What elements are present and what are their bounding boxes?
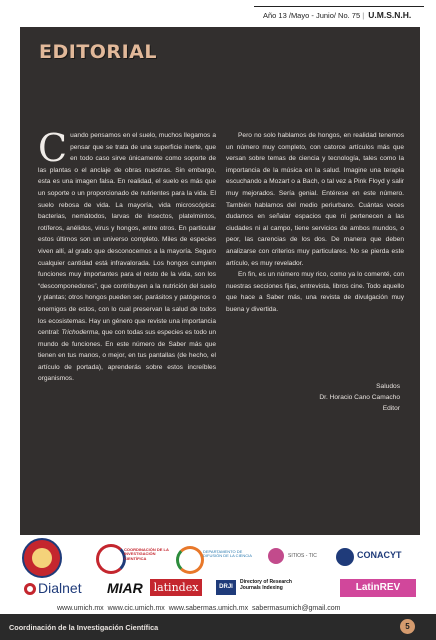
conacyt-text: CONACYT bbox=[357, 550, 402, 560]
signature-greeting: Saludos bbox=[376, 383, 400, 390]
paragraph-text-end: , que con todas sus especies es todo un mundo de funciones. En este número de Saber más que tienen en tus manos, o mejor, en tus pantallas (de hecho, el artículo de portada), aprenderás sobre estos increíbles organismos. bbox=[38, 329, 216, 383]
cic-logo-text: COORDINACIÓN DE LA INVESTIGACIÓN CIENTÍFICA bbox=[124, 547, 169, 561]
latindex-logo[interactable]: latindex bbox=[150, 579, 202, 596]
page-number-badge: 5 bbox=[400, 619, 415, 634]
sites-tic-logo[interactable] bbox=[268, 548, 284, 564]
latinrev-logo[interactable]: LatinREV bbox=[340, 579, 416, 597]
italic-genus: Trichoderma bbox=[61, 329, 99, 337]
cic-logo[interactable] bbox=[96, 544, 126, 574]
sites-tic-text: SITIOS - TIC bbox=[288, 553, 317, 559]
editorial-column-left bbox=[38, 126, 216, 385]
contact-urls: www.umich.mx www.cic.umich.mx www.sabermas.umich.mx sabermasumich@gmail.com bbox=[57, 605, 341, 612]
drji-logo-text: Directory of Research Journals Indexing bbox=[240, 579, 292, 591]
umsnh-seal-logo[interactable] bbox=[22, 538, 62, 578]
institution-label: U.M.S.N.H. bbox=[368, 10, 412, 20]
editorial-panel bbox=[20, 27, 420, 535]
editorial-paragraph: Pero no solo hablamos de hongos, en realidad tenemos un número muy completo, con catorce artículos más que versan sobre temas de ciencia y tecnología, tales como la importancia de la música en la salud. Imagine una terapia escuchando a Mozart o a Bach, o tal vez a Pink Floyd y salir muy mejorados. Sería genial. Entérese en este número. También hablamos del medio periurbano. Cuántas veces dudamos en señalar espacios que ni pertenecen a las ciudades ni al campo, tiene servicios de ambos mundos, o peor, las carencias de los dos. De manera que deben analizarse con criterios muy particulares. No se pierda este artículo, es muy revelador. bbox=[226, 132, 404, 267]
depto-logo-text: DEPARTAMENTO DE DIFUSIÓN DE LA CIENCIA bbox=[203, 549, 252, 559]
footer-label: Coordinación de la Investigación Científica bbox=[9, 623, 159, 632]
editorial-column-right bbox=[226, 130, 404, 316]
issue-header bbox=[263, 10, 411, 20]
dialnet-icon bbox=[24, 583, 36, 595]
editorial-paragraph: En fin, es un número muy rico, como ya lo comenté, con nuestras secciones fijas, entrevista, libros cine. Todo aquello que hace a Saber más, una revista de divulgación muy buena y divertida. bbox=[226, 271, 404, 313]
drji-logo[interactable]: DRJI bbox=[216, 580, 236, 595]
page-footer bbox=[0, 614, 436, 640]
paragraph-text: uando pensamos en el suelo, muchos llegamos a pensar que se trata de una superficie inerte, que en todo caso sirve únicamente como soporte de las plantas o el anclaje de obras nuestras. Sin embargo, esta es una imagen falsa. En realidad, el suelo es más que un soporte o un proporcionado de nutrientes para la vida. El suelo rebosa de vida. La mayoría, vida microscópica: bacterias, nemátodos, larvas de insectos, platelmintos, rotíferos, anélidos, virus y hongos, entre otros. En particular estos últimos son un universo completo. Miles de especies viven allí, al grado que desconocemos a la mayoría. Seguro cualquier cantidad está infravalorada. Los hongos cumplen funciones muy importantes para el resto de la vida, son los “descomponedores”, que contribuyen a la nutrición del suelo y plantas; otros hongos pueden ser, parásitos y patógenos o enemigos de estos, con lo cual preservan la salud de todos los ecosistemas. Hay un género que reviste una importancia central: bbox=[38, 132, 216, 337]
header-rule bbox=[254, 6, 424, 7]
drop-cap: C bbox=[38, 126, 68, 170]
dialnet-logo[interactable]: Dialnet bbox=[38, 580, 82, 596]
issue-label: Año 13 /Mayo - Junio/ No. 75 bbox=[263, 11, 361, 20]
signature-role: Editor bbox=[382, 405, 400, 412]
header-separator: | bbox=[362, 11, 365, 20]
editorial-paragraph bbox=[38, 126, 216, 385]
conacyt-logo[interactable] bbox=[336, 548, 354, 566]
page-title: EDITORIAL bbox=[39, 41, 157, 63]
miar-logo[interactable]: MIAR bbox=[107, 580, 143, 596]
depto-logo[interactable] bbox=[176, 546, 204, 574]
partner-logos bbox=[20, 536, 420, 602]
signature-name: Dr. Horacio Cano Camacho bbox=[319, 394, 400, 401]
